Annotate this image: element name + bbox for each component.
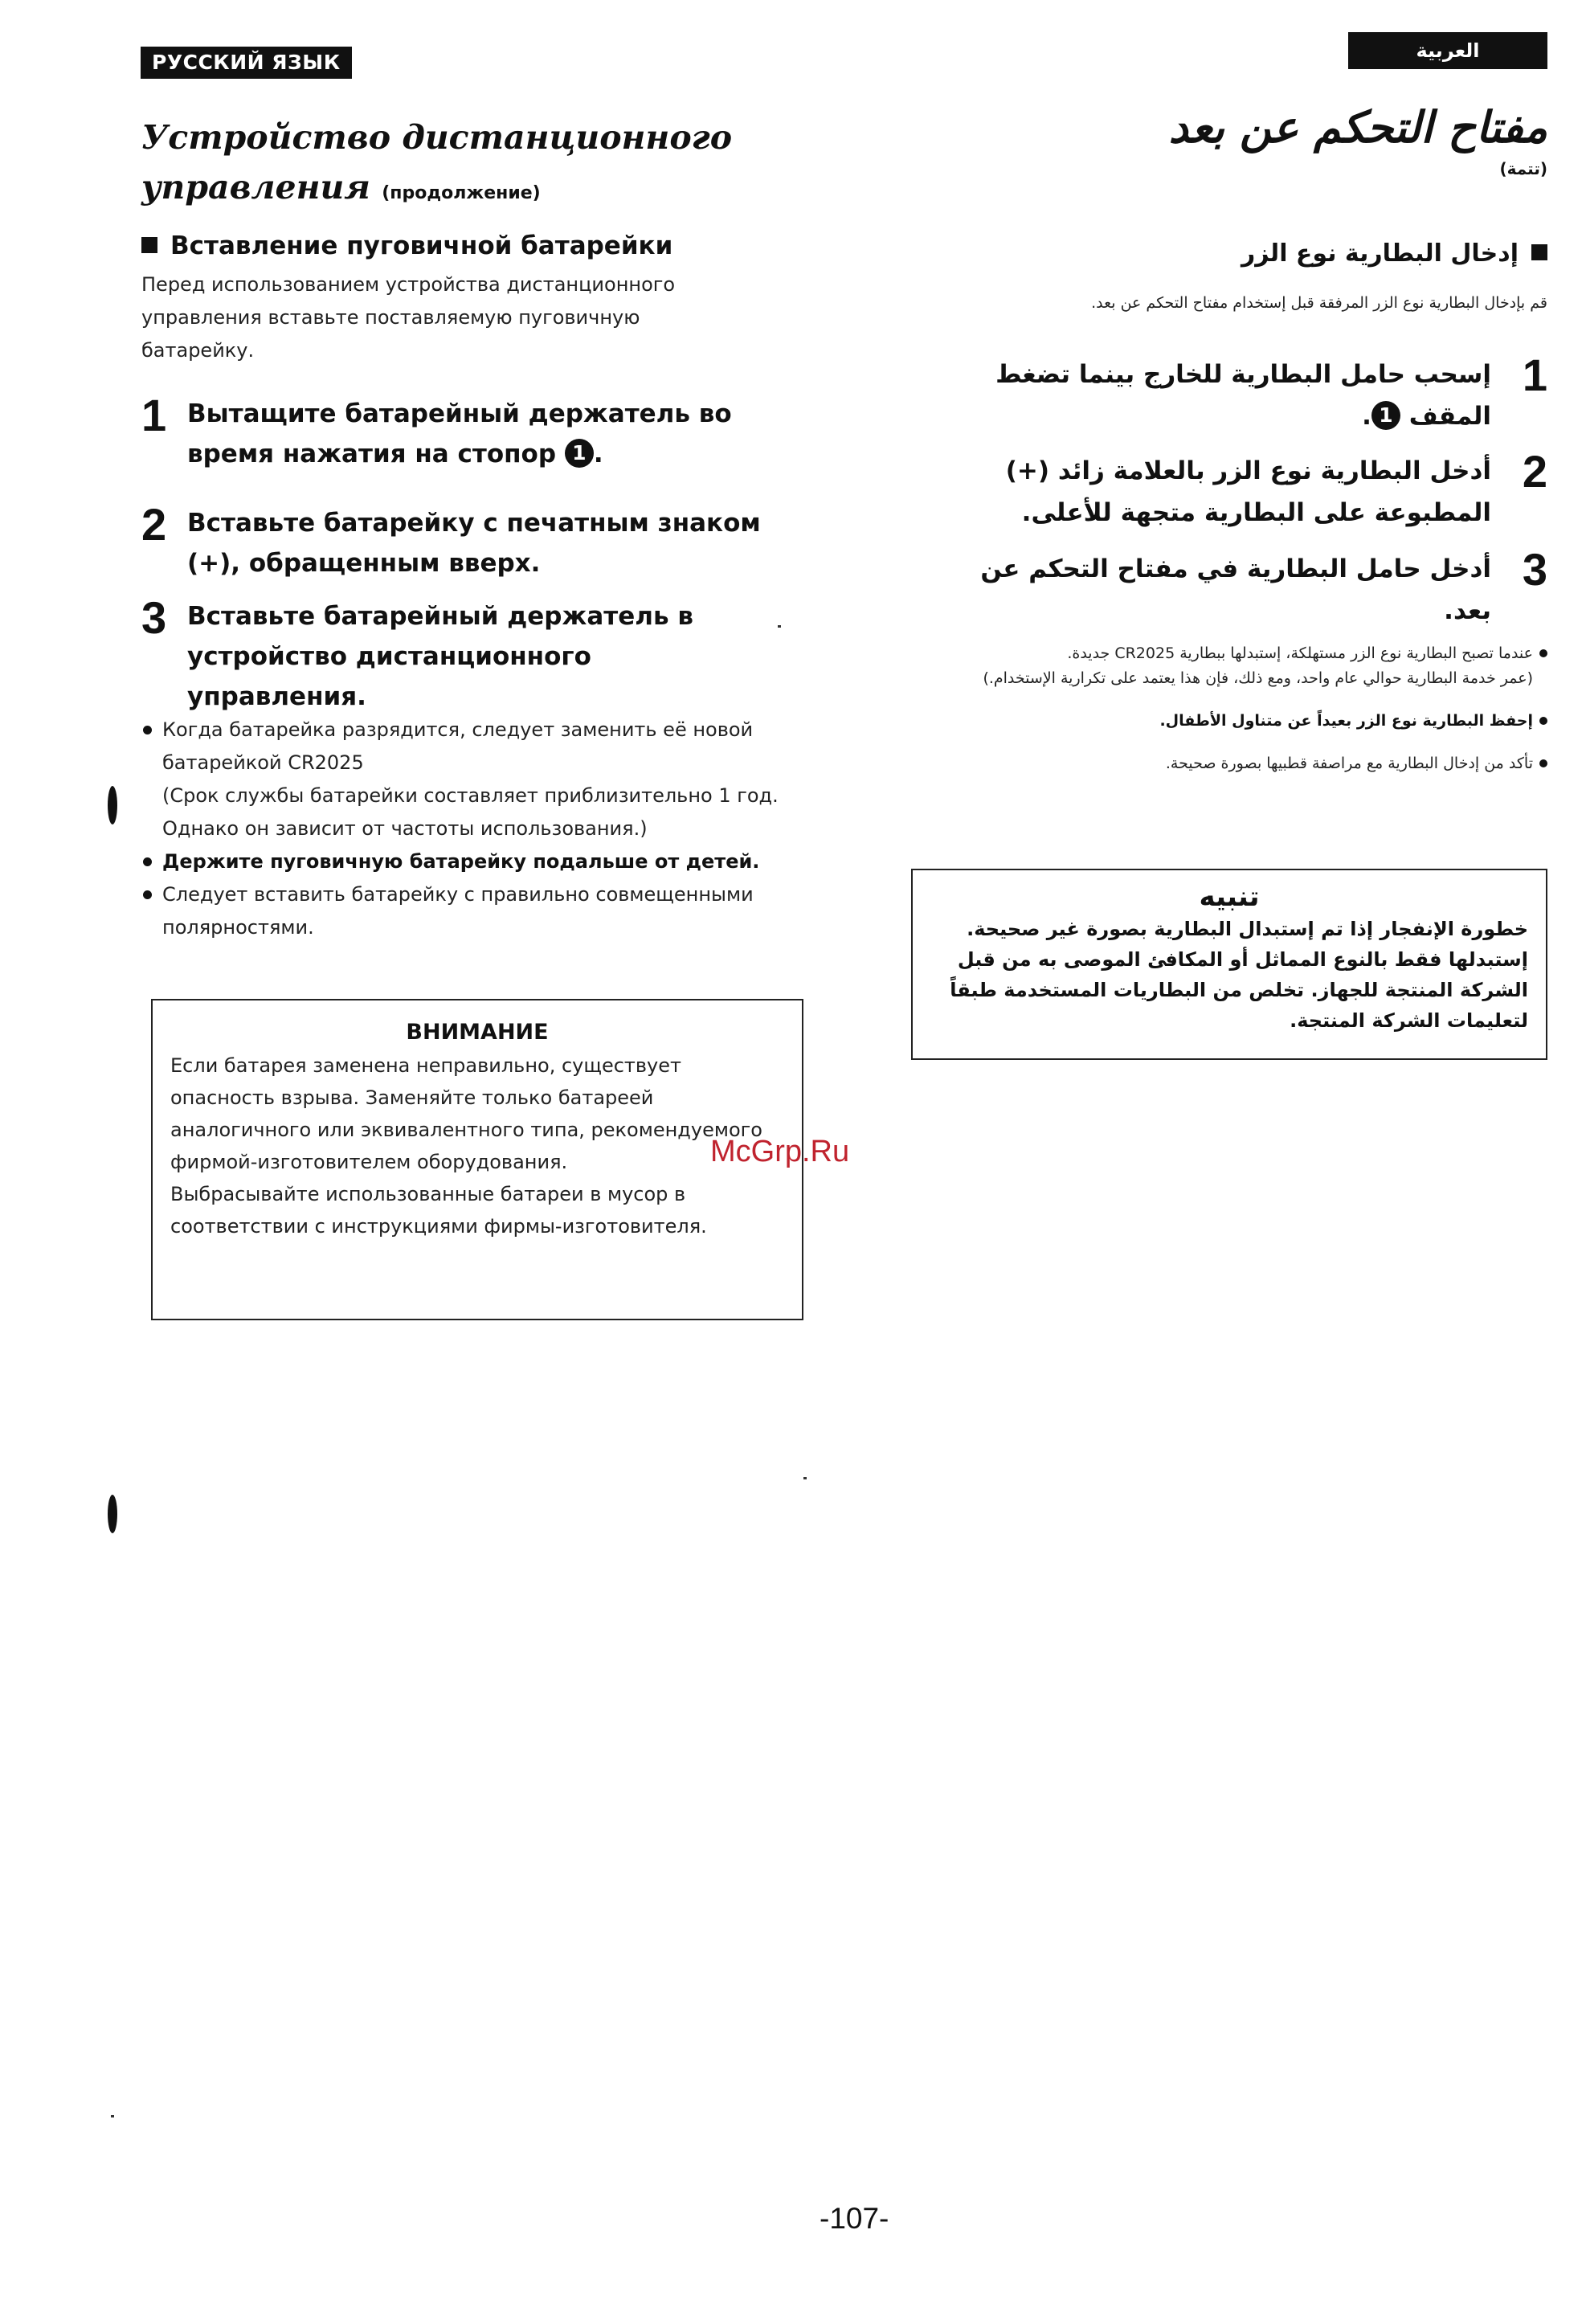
intro-text-russian: Перед использованием устройства дистанционного управления вставьте поставляемую пуговичную батарейку. xyxy=(141,273,676,362)
step-number: 3 xyxy=(1522,544,1547,595)
section-heading-russian: Вставление пуговичной батарейки xyxy=(141,231,672,260)
notes-list-arabic xyxy=(900,641,1547,794)
intro-text-arabic: قم بإدخال البطارية نوع الزر المرفقة قبل إستخدام مفتاح التحكم عن بعد. xyxy=(1091,294,1547,312)
step-text: Вставьте батарейный держатель в устройство дистанционного управления. xyxy=(187,602,693,711)
page-title-russian xyxy=(141,113,865,219)
list-item: تأكد من إدخال البطارية مع مراصفة قطبيها بصورة صحيحة. xyxy=(900,751,1547,776)
stopper-marker-icon: 1 xyxy=(1371,401,1400,430)
caution-heading: تنبيه xyxy=(1199,881,1260,913)
step-3-arabic xyxy=(948,544,1547,632)
step-number: 3 xyxy=(141,592,167,643)
watermark: McGrp.Ru xyxy=(710,1135,850,1168)
step-2-arabic xyxy=(948,446,1547,534)
binder-hole-mark xyxy=(108,786,117,824)
language-tag-arabic: العربية xyxy=(1348,32,1547,69)
binder-hole-mark xyxy=(108,1495,117,1533)
stopper-marker-icon: 1 xyxy=(565,439,594,468)
caution-body: خطورة الإنفجار إذا تم إستبدال البطارية بصورة غير صحيحة. إستبدلها فقط بالنوع المماثل أو المكافئ الموصى به من قبل الشركة المنتجة للجهاز. تخلص من البطاريات المستخدمة طبقاً لتعليمات الشركة المنتجة. xyxy=(950,918,1528,1032)
caution-body: Если батарея заменена неправильно, существует опасность взрыва. Заменяйте только батареей аналогичного или эквивалентного типа, рекомендуемого фирмой-изготовителем оборудования. Выбрасывайте использованные батареи в мусор в соответствии с инструкциями фирмы-изготовителя. xyxy=(170,1054,762,1238)
list-item: عندما تصبح البطارية نوع الزر مستهلكة، إستبدلها ببطارية CR2025 جديدة. (عمر خدمة البطارية حوالي عام واحد، ومع ذلك، فإن هذا يعتمد على تكرارية الإستخدام.) xyxy=(900,641,1547,691)
page-number: -107- xyxy=(820,2202,889,2235)
step-1-arabic xyxy=(948,350,1547,437)
step-number: 2 xyxy=(141,499,167,550)
scan-speck xyxy=(778,625,781,628)
step-number: 2 xyxy=(1522,446,1547,497)
scan-speck xyxy=(111,2115,114,2117)
section-heading-arabic: إدخال البطارية نوع الزر xyxy=(884,239,1547,268)
title-line-2: управления (продолжение) xyxy=(141,168,541,207)
notes-list-russian xyxy=(141,714,808,944)
caution-box-arabic xyxy=(911,869,1547,1060)
title-continued-arabic: (تتمة) xyxy=(1499,159,1547,178)
step-text: أدخل البطارية نوع الزر بالعلامة زائد (+) المطبوعة على البطارية متجهة للأعلى. xyxy=(1005,456,1491,527)
step-text: أدخل حامل البطارية في مفتاح التحكم عن بعد. xyxy=(980,554,1491,625)
step-text: Вставьте батарейку с печатным знаком (+), обращенным вверх. xyxy=(187,509,761,578)
scan-speck xyxy=(803,1477,807,1479)
step-3-russian xyxy=(141,592,808,717)
step-text: إسحب حامل البطارية للخارج بينما تضغط المقف 1. xyxy=(995,360,1491,431)
step-number: 1 xyxy=(1522,350,1547,400)
step-2-russian xyxy=(141,499,808,583)
caution-heading: ВНИМАНИЕ xyxy=(406,1020,549,1045)
caution-box-russian xyxy=(151,999,803,1320)
step-text: Вытащите батарейный держатель во время нажатия на стопор 1 . xyxy=(187,399,732,468)
list-item: Когда батарейка разрядится, следует заменить её новой батарейкой CR2025 (Срок службы батарейки составляет приблизительно 1 год. Однако он зависит от частоты использования.) xyxy=(141,714,808,845)
list-item: إحفظ البطارية نوع الزر بعيداً عن متناول الأطفال. xyxy=(900,709,1547,734)
title-continued: (продолжение) xyxy=(382,183,541,203)
language-tag-russian: РУССКИЙ ЯЗЫК xyxy=(141,47,352,79)
title-line-1: Устройство дистанционного xyxy=(141,118,733,157)
square-bullet-icon xyxy=(141,237,157,253)
list-item: Держите пуговичную батарейку подальше от детей. xyxy=(141,845,808,878)
page-title-arabic: مفتاح التحكم عن بعد xyxy=(1168,101,1547,153)
list-item: Следует вставить батарейку с правильно совмещенными полярностями. xyxy=(141,878,808,944)
step-number: 1 xyxy=(141,390,167,440)
step-1-russian xyxy=(141,390,808,474)
square-bullet-icon xyxy=(1531,244,1547,260)
